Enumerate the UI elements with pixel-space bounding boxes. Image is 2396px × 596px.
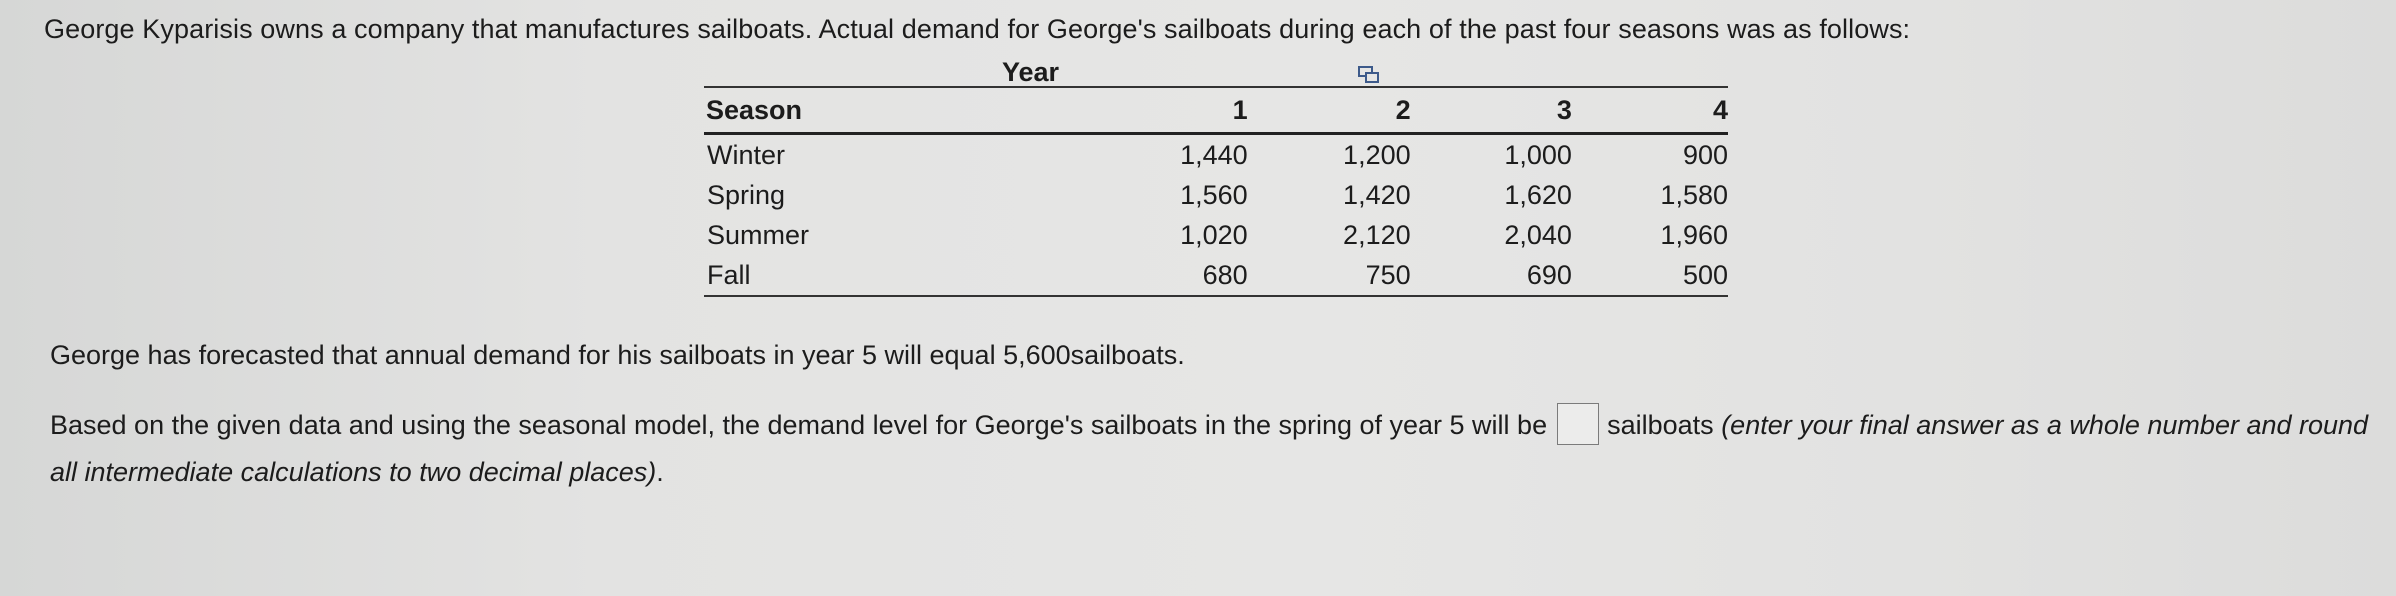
question-suffix: sailboats — [1607, 410, 1714, 440]
season-cell: Fall — [707, 259, 751, 290]
column-header-year-2: 2 — [1395, 94, 1411, 125]
value-cell: 900 — [1682, 139, 1728, 170]
intro-text: George Kyparisis owns a company that manufactures sailboats. Actual demand for George's sailboats during each of the past four seasons was as follows: — [44, 14, 1911, 44]
question-instruction: (enter your final answer as a whole number and round all intermediate calculations to two decimal places) — [50, 410, 2369, 487]
column-header-year-4: 4 — [1712, 94, 1728, 125]
table-row — [704, 255, 1728, 296]
value-cell: 1,440 — [1180, 139, 1248, 170]
table-header-row — [704, 87, 1728, 134]
table-row — [704, 215, 1728, 255]
value-cell: 1,560 — [1180, 179, 1248, 210]
value-cell: 1,020 — [1180, 219, 1248, 250]
value-cell: 1,000 — [1504, 139, 1572, 170]
value-cell: 1,420 — [1343, 179, 1411, 210]
value-cell: 1,620 — [1504, 179, 1572, 210]
value-cell: 690 — [1526, 259, 1572, 290]
copy-table-icon[interactable] — [1358, 66, 1380, 84]
season-cell: Spring — [707, 179, 786, 210]
table-row — [704, 134, 1728, 176]
year-group-header: Year — [1002, 57, 1060, 87]
value-cell: 500 — [1682, 259, 1728, 290]
question-prefix: Based on the given data and using the seasonal model, the demand level for George's sailboats in the spring of year 5 will be — [50, 410, 1548, 440]
column-header-year-1: 1 — [1232, 94, 1248, 125]
value-cell: 750 — [1365, 259, 1411, 290]
question-text — [50, 402, 2370, 496]
table-row — [704, 175, 1728, 215]
answer-input[interactable] — [1557, 403, 1599, 445]
forecast-text: George has forecasted that annual demand for his sailboats in year 5 will equal 5,600sailboats. — [50, 340, 1185, 370]
value-cell: 680 — [1202, 259, 1248, 290]
season-cell: Winter — [707, 139, 786, 170]
demand-table — [704, 86, 1728, 297]
value-cell: 1,200 — [1343, 139, 1411, 170]
column-header-year-3: 3 — [1556, 94, 1572, 125]
value-cell: 1,580 — [1660, 179, 1728, 210]
value-cell: 2,040 — [1504, 219, 1572, 250]
season-cell: Summer — [707, 219, 810, 250]
value-cell: 1,960 — [1660, 219, 1728, 250]
column-header-season: Season — [706, 94, 803, 125]
value-cell: 2,120 — [1343, 219, 1411, 250]
question-end: . — [656, 457, 664, 487]
